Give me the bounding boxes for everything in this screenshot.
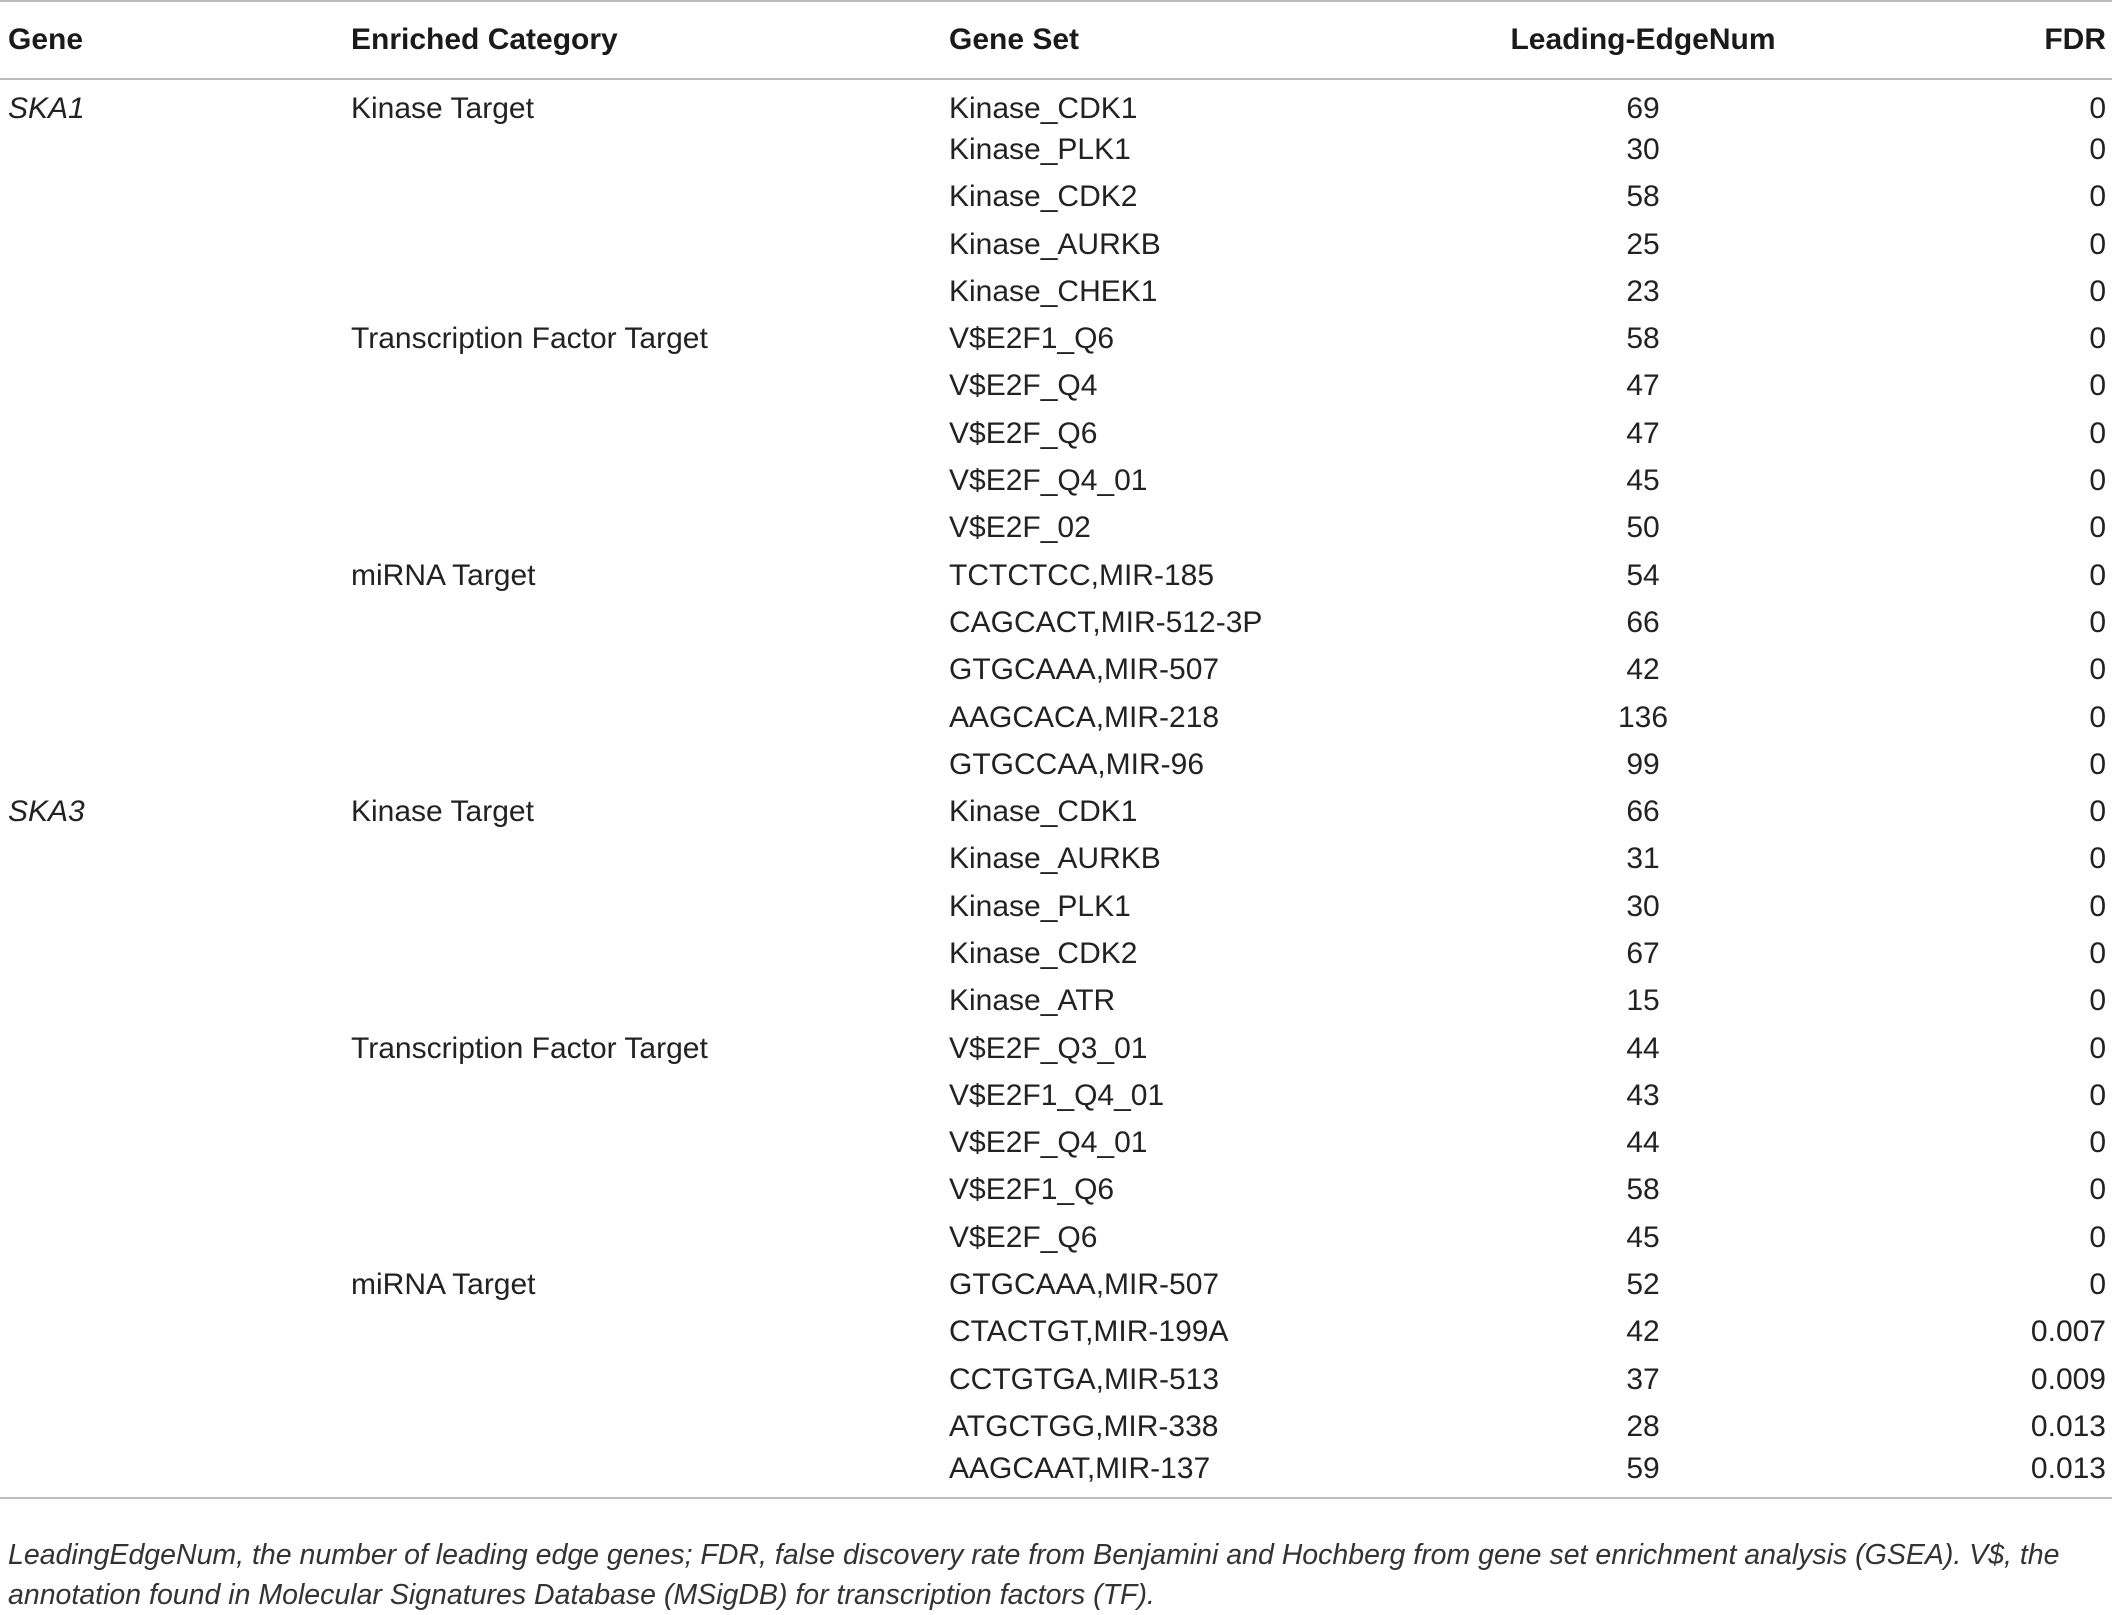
cell-fdr: 0 <box>2089 132 2106 166</box>
cell-leading-edge-num: 30 <box>1626 889 1660 923</box>
cell-leading-edge-num: 66 <box>1626 605 1660 639</box>
cell-fdr: 0 <box>2089 511 2106 545</box>
cell-gene <box>0 1025 343 1072</box>
cell-fdr: 0 <box>2089 1220 2106 1254</box>
table-row <box>0 647 2112 694</box>
cell-enriched-category <box>343 457 949 504</box>
cell-gene <box>0 1120 343 1167</box>
cell-fdr: 0 <box>2089 180 2106 214</box>
cell-leading-edge-num: 136 <box>1617 700 1669 734</box>
cell-gene-set: V$E2F1_Q4_01 <box>949 1078 1165 1112</box>
cell-enriched-category <box>343 1451 949 1498</box>
cell-gene-set: AAGCACA,MIR-218 <box>949 700 1220 734</box>
cell-gene-set: Kinase_CDK1 <box>949 92 1138 126</box>
cell-enriched-category: miRNA Target <box>351 1268 536 1302</box>
cell-fdr: 0 <box>2089 274 2106 308</box>
cell-gene <box>0 1356 343 1403</box>
cell-gene-set: Kinase_AURKB <box>949 227 1161 261</box>
cell-leading-edge-num: 44 <box>1626 1031 1660 1065</box>
cell-leading-edge-num: 42 <box>1626 653 1660 687</box>
cell-gene-set: V$E2F_02 <box>949 511 1091 545</box>
cell-leading-edge-num: 43 <box>1626 1078 1660 1112</box>
cell-gene <box>0 552 343 599</box>
table-row <box>0 1120 2112 1167</box>
cell-leading-edge-num: 42 <box>1626 1315 1660 1349</box>
table-row <box>0 174 2112 221</box>
cell-leading-edge-num: 47 <box>1626 369 1660 403</box>
cell-gene <box>0 1072 343 1119</box>
header-row <box>0 1 2112 79</box>
cell-gene <box>0 978 343 1025</box>
cell-enriched-category <box>343 1120 949 1167</box>
cell-enriched-category <box>343 930 949 977</box>
cell-enriched-category: Kinase Target <box>351 92 534 126</box>
cell-gene <box>0 647 343 694</box>
table-row <box>0 363 2112 410</box>
cell-gene <box>0 457 343 504</box>
table-row <box>0 930 2112 977</box>
cell-leading-edge-num: 59 <box>1473 1451 1813 1498</box>
cell-gene <box>0 363 343 410</box>
table-header <box>0 1 2112 79</box>
cell-gene-set: CTACTGT,MIR-199A <box>949 1315 1229 1349</box>
table-row <box>0 1451 2112 1498</box>
cell-gene-set: V$E2F1_Q6 <box>949 322 1115 356</box>
cell-gene <box>0 174 343 221</box>
table-row <box>0 1261 2112 1308</box>
cell-fdr: 0 <box>2089 1268 2106 1302</box>
cell-gene-set: Kinase_ATR <box>949 984 1116 1018</box>
cell-leading-edge-num: 58 <box>1626 322 1660 356</box>
table-row <box>0 694 2112 741</box>
cell-gene-set: Kinase_AURKB <box>949 842 1161 876</box>
cell-gene <box>0 315 343 362</box>
cell-enriched-category <box>343 883 949 930</box>
table-footnote <box>8 1535 2108 1615</box>
cell-enriched-category <box>343 1309 949 1356</box>
cell-gene <box>0 599 343 646</box>
footnote-text: LeadingEdgeNum, the number of leading edge genes; FDR, false discovery rate from Benjamini and Hochberg from gene set enrichment analysis (GSEA). V$, the annotation found in Molecular Signatures Database (MSigDB) for transcription factors (TF). <box>8 1539 2060 1611</box>
cell-leading-edge-num: 47 <box>1626 416 1660 450</box>
cell-enriched-category: Kinase Target <box>351 795 534 829</box>
cell-gene: SKA1 <box>8 92 85 126</box>
cell-gene <box>0 836 343 883</box>
cell-enriched-category <box>343 836 949 883</box>
cell-fdr: 0 <box>2089 700 2106 734</box>
table-row <box>0 1403 2112 1450</box>
table-row <box>0 788 2112 835</box>
cell-leading-edge-num: 44 <box>1626 1126 1660 1160</box>
cell-gene-set: Kinase_CHEK1 <box>949 274 1158 308</box>
cell-fdr: 0 <box>2089 653 2106 687</box>
cell-leading-edge-num: 45 <box>1626 1220 1660 1254</box>
cell-enriched-category: Transcription Factor Target <box>351 1031 708 1065</box>
cell-gene-set: TCTCTCC,MIR-185 <box>949 558 1215 592</box>
table-row <box>0 1309 2112 1356</box>
cell-leading-edge-num: 31 <box>1626 842 1660 876</box>
cell-gene-set: V$E2F1_Q6 <box>949 1173 1115 1207</box>
cell-fdr: 0 <box>2089 1078 2106 1112</box>
cell-gene <box>0 694 343 741</box>
cell-leading-edge-num: 28 <box>1626 1409 1660 1443</box>
cell-leading-edge-num: 67 <box>1626 936 1660 970</box>
cell-enriched-category <box>343 1072 949 1119</box>
table-row <box>0 1025 2112 1072</box>
table-row <box>0 505 2112 552</box>
cell-leading-edge-num: 45 <box>1626 464 1660 498</box>
cell-gene-set: CAGCACT,MIR-512-3P <box>949 605 1263 639</box>
cell-enriched-category <box>343 978 949 1025</box>
table-row <box>0 599 2112 646</box>
cell-leading-edge-num: 99 <box>1626 747 1660 781</box>
cell-fdr: 0 <box>2089 369 2106 403</box>
cell-gene-set: GTGCAAA,MIR-507 <box>949 1268 1220 1302</box>
cell-enriched-category <box>343 1403 949 1450</box>
cell-gene-set: V$E2F_Q6 <box>949 416 1098 450</box>
cell-leading-edge-num: 54 <box>1626 558 1660 592</box>
table-row <box>0 978 2112 1025</box>
cell-gene <box>0 505 343 552</box>
cell-fdr: 0 <box>2089 92 2106 126</box>
cell-gene-set: V$E2F_Q3_01 <box>949 1031 1148 1065</box>
table-row <box>0 221 2112 268</box>
cell-fdr: 0 <box>2089 1126 2106 1160</box>
cell-fdr: 0 <box>2089 464 2106 498</box>
cell-enriched-category: miRNA Target <box>351 558 536 592</box>
header-enriched-category: Enriched Category <box>343 1 949 79</box>
cell-gene-set: Kinase_PLK1 <box>949 889 1131 923</box>
cell-fdr: 0 <box>2089 227 2106 261</box>
cell-leading-edge-num: 30 <box>1626 132 1660 166</box>
table-row <box>0 883 2112 930</box>
cell-gene <box>0 1451 343 1498</box>
header-gene-set: Gene Set <box>949 1 1473 79</box>
cell-gene: SKA3 <box>8 795 85 829</box>
cell-fdr: 0 <box>2089 936 2106 970</box>
cell-enriched-category <box>343 647 949 694</box>
table-row <box>0 1167 2112 1214</box>
cell-enriched-category <box>343 694 949 741</box>
cell-fdr: 0 <box>2089 889 2106 923</box>
cell-gene-set: Kinase_CDK2 <box>949 936 1138 970</box>
cell-leading-edge-num: 66 <box>1626 795 1660 829</box>
cell-gene <box>0 1167 343 1214</box>
cell-fdr: 0 <box>2089 322 2106 356</box>
cell-gene-set: AAGCAAT,MIR-137 <box>949 1451 1473 1498</box>
cell-gene-set: Kinase_CDK1 <box>949 795 1138 829</box>
cell-leading-edge-num: 37 <box>1626 1362 1660 1396</box>
cell-gene-set: CCTGTGA,MIR-513 <box>949 1362 1220 1396</box>
cell-fdr: 0.013 <box>1813 1451 2112 1498</box>
cell-fdr: 0.009 <box>2030 1362 2106 1396</box>
cell-gene <box>0 268 343 315</box>
table-row <box>0 268 2112 315</box>
table-row <box>0 315 2112 362</box>
cell-enriched-category <box>343 1214 949 1261</box>
cell-enriched-category <box>343 1167 949 1214</box>
header-gene: Gene <box>0 1 343 79</box>
header-leading-edge-num: Leading-EdgeNum <box>1473 1 1813 79</box>
table-body <box>0 79 2112 1498</box>
cell-enriched-category <box>343 221 949 268</box>
cell-gene <box>0 221 343 268</box>
cell-enriched-category <box>343 410 949 457</box>
cell-fdr: 0 <box>2089 1031 2106 1065</box>
cell-fdr: 0.013 <box>2030 1409 2106 1443</box>
cell-gene <box>0 1309 343 1356</box>
cell-gene <box>0 1214 343 1261</box>
table-row <box>0 1356 2112 1403</box>
cell-gene-set: Kinase_CDK2 <box>949 180 1138 214</box>
table-row <box>0 1214 2112 1261</box>
cell-fdr: 0.007 <box>2030 1315 2106 1349</box>
table-row <box>0 836 2112 883</box>
cell-enriched-category <box>343 363 949 410</box>
cell-leading-edge-num: 52 <box>1626 1268 1660 1302</box>
cell-leading-edge-num: 15 <box>1626 984 1660 1018</box>
cell-enriched-category: Transcription Factor Target <box>351 322 708 356</box>
cell-leading-edge-num: 23 <box>1626 274 1660 308</box>
cell-gene-set: V$E2F_Q4 <box>949 369 1098 403</box>
table-row <box>0 79 2112 126</box>
cell-leading-edge-num: 58 <box>1626 1173 1660 1207</box>
cell-gene <box>0 410 343 457</box>
table-row <box>0 126 2112 173</box>
cell-gene-set: ATGCTGG,MIR-338 <box>949 1409 1219 1443</box>
cell-gene <box>0 126 343 173</box>
cell-enriched-category <box>343 1356 949 1403</box>
cell-gene-set: GTGCAAA,MIR-507 <box>949 653 1220 687</box>
cell-enriched-category <box>343 126 949 173</box>
cell-leading-edge-num: 58 <box>1626 180 1660 214</box>
cell-leading-edge-num: 69 <box>1626 92 1660 126</box>
cell-enriched-category <box>343 741 949 788</box>
cell-gene-set: V$E2F_Q4_01 <box>949 1126 1148 1160</box>
cell-fdr: 0 <box>2089 416 2106 450</box>
cell-fdr: 0 <box>2089 795 2106 829</box>
cell-gene <box>0 1403 343 1450</box>
cell-gene <box>0 930 343 977</box>
table-row <box>0 1072 2112 1119</box>
cell-gene-set: GTGCCAA,MIR-96 <box>949 747 1205 781</box>
cell-gene <box>0 741 343 788</box>
cell-gene-set: V$E2F_Q4_01 <box>949 464 1148 498</box>
cell-gene <box>0 1261 343 1308</box>
cell-fdr: 0 <box>2089 984 2106 1018</box>
cell-fdr: 0 <box>2089 842 2106 876</box>
cell-fdr: 0 <box>2089 747 2106 781</box>
table-row <box>0 457 2112 504</box>
cell-fdr: 0 <box>2089 605 2106 639</box>
cell-gene-set: V$E2F_Q6 <box>949 1220 1098 1254</box>
cell-enriched-category <box>343 268 949 315</box>
cell-leading-edge-num: 50 <box>1626 511 1660 545</box>
cell-fdr: 0 <box>2089 1173 2106 1207</box>
table-row <box>0 741 2112 788</box>
table-row <box>0 552 2112 599</box>
cell-enriched-category <box>343 599 949 646</box>
cell-fdr: 0 <box>2089 558 2106 592</box>
cell-leading-edge-num: 25 <box>1626 227 1660 261</box>
cell-enriched-category <box>343 174 949 221</box>
cell-gene-set: Kinase_PLK1 <box>949 132 1131 166</box>
cell-enriched-category <box>343 505 949 552</box>
cell-gene <box>0 883 343 930</box>
header-fdr: FDR <box>1813 1 2112 79</box>
table-row <box>0 410 2112 457</box>
